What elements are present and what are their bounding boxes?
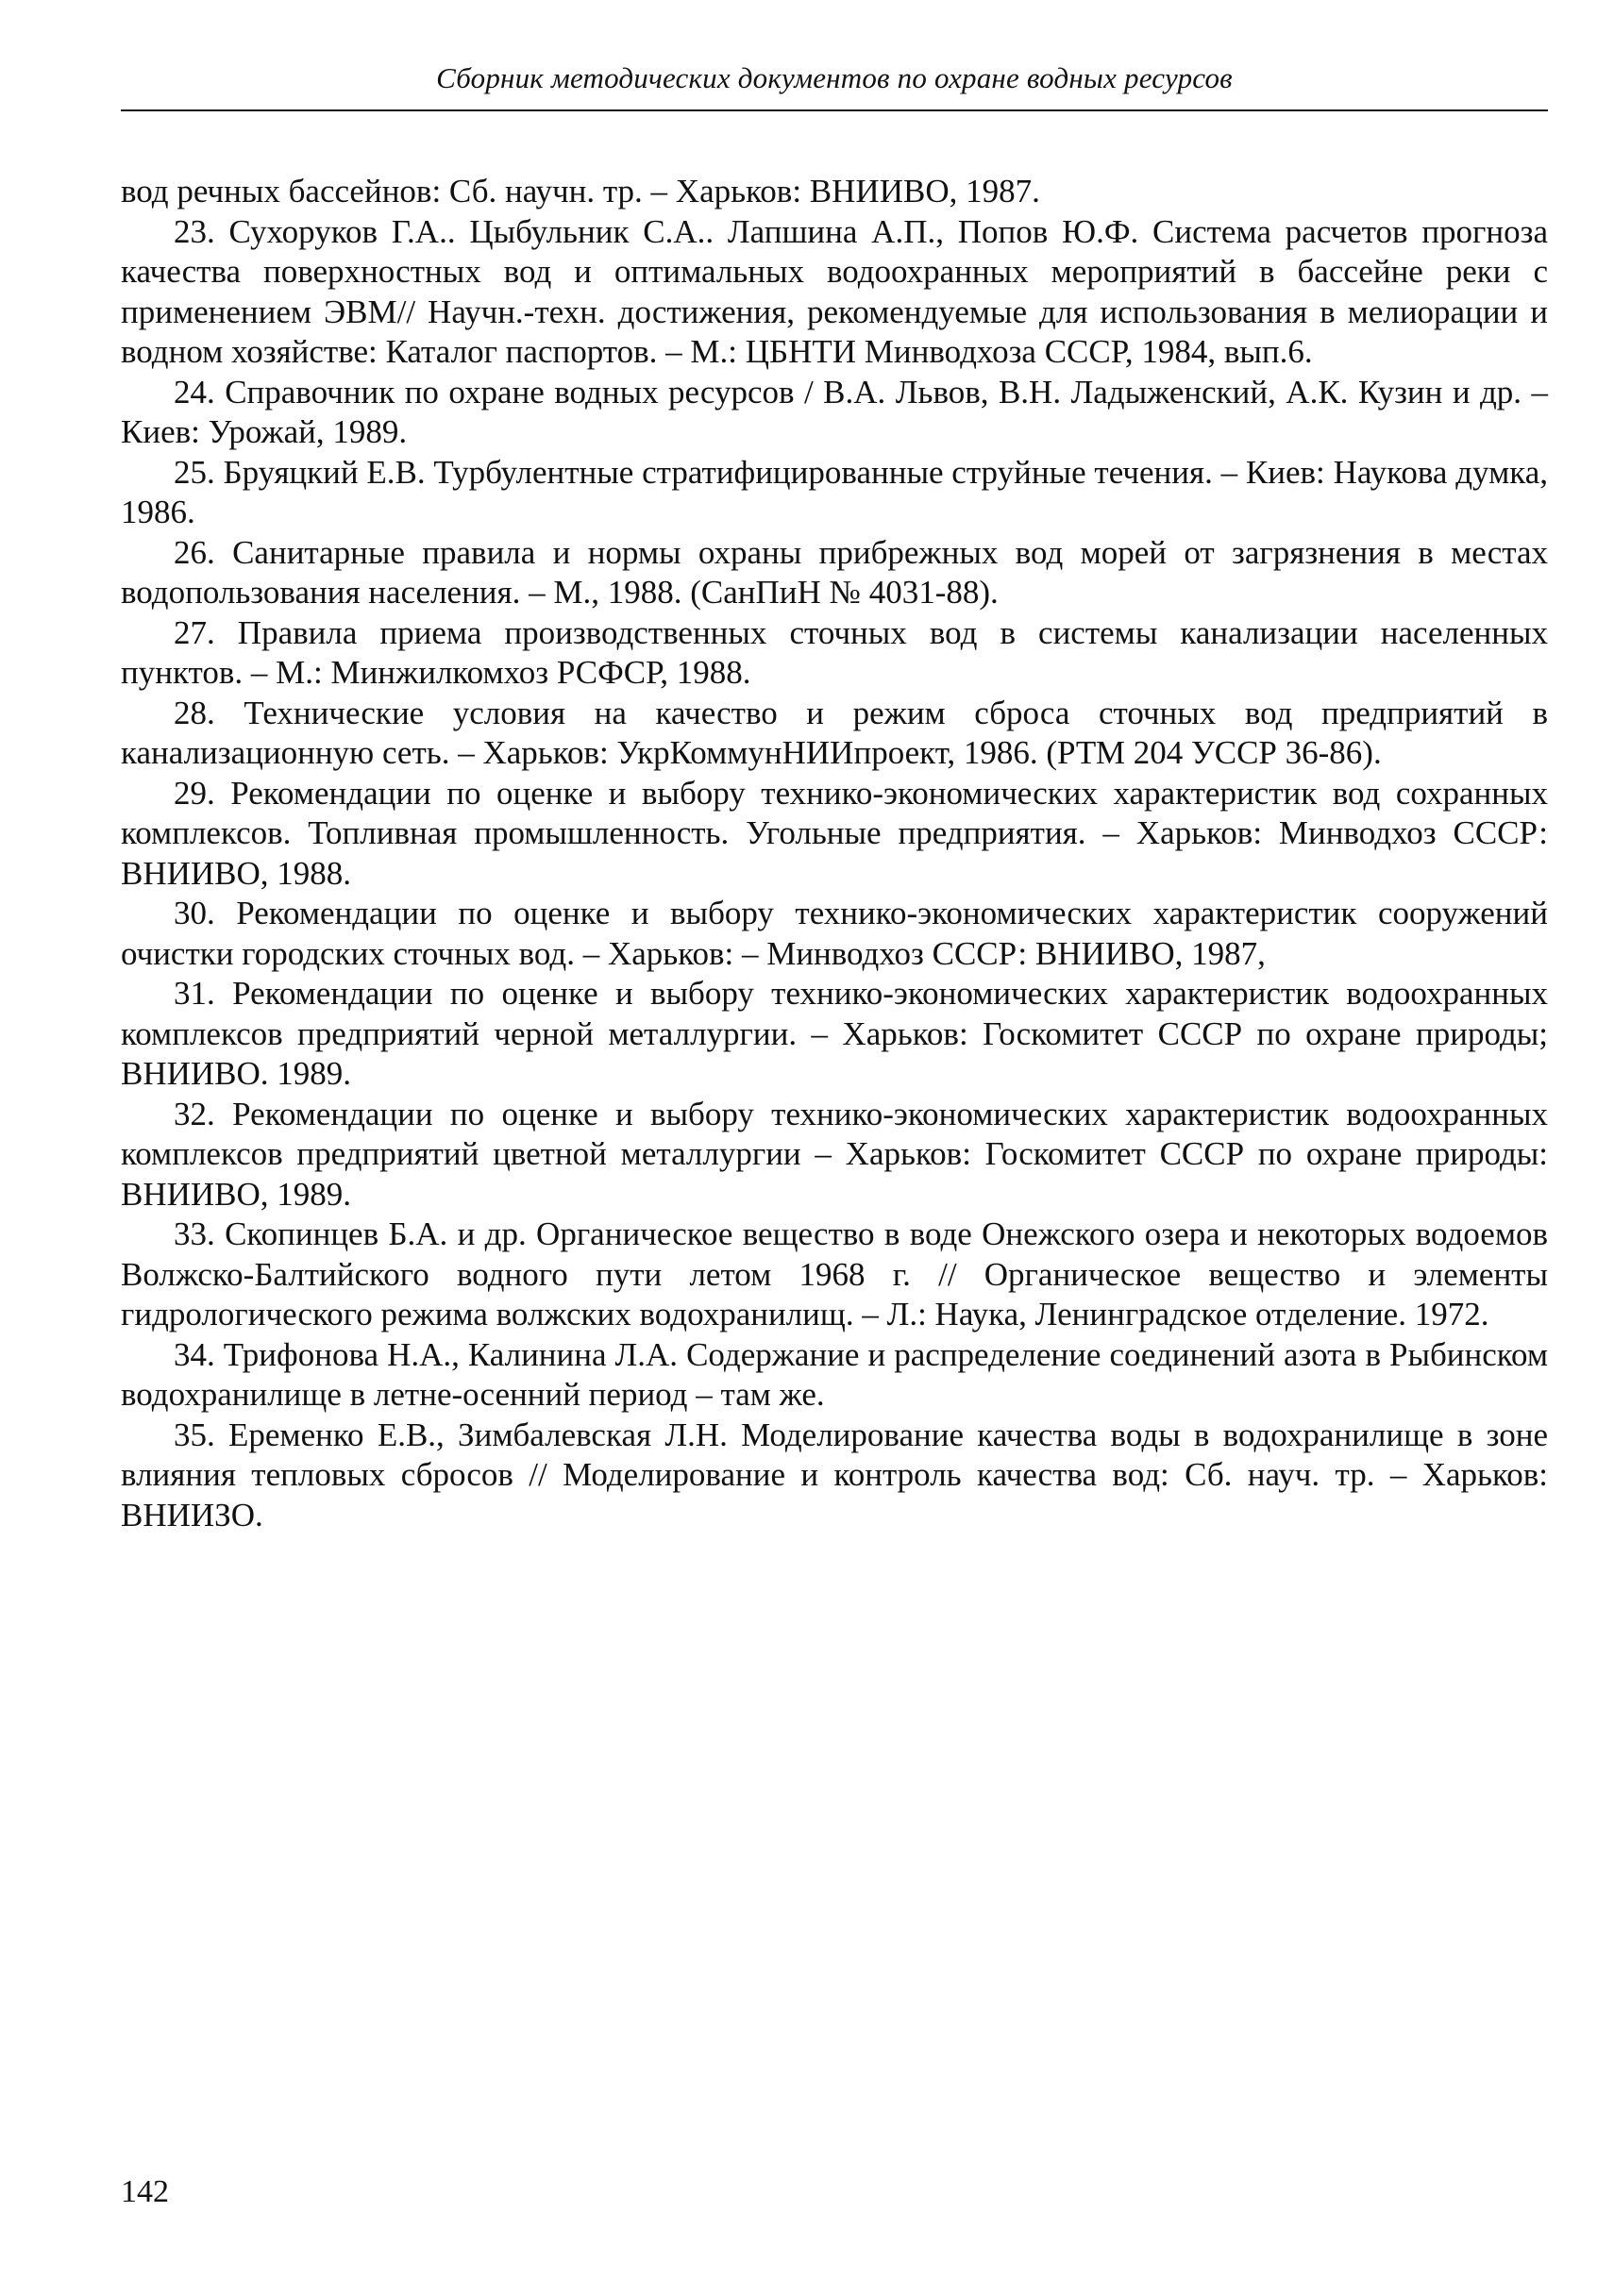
reference-item-33: 33. Скопинцев Б.А. и др. Органическое вещество в воде Онежского озера и некоторых водоемов Волжско-Балтийского водного пути летом 1968 г. // Органическое вещество и элементы гидрологического режима волжских водохранилищ. – Л.: Наука, Ленинградское отделение. 1972. (121, 1215, 1548, 1332)
reference-item-34: 34. Трифонова Н.А., Калинина Л.А. Содержание и распределение соединений азота в Рыбинском водохранилище в летне-осенний период – там же. (121, 1335, 1548, 1413)
reference-item-30: 30. Рекомендации по оценке и выбору технико-экономических характеристик сооружений очистки городских сточных вод. – Харьков: – Минводхоз СССР: ВНИИВО, 1987, (121, 895, 1548, 972)
reference-list (121, 172, 1548, 1535)
reference-item-31: 31. Рекомендации по оценке и выбору технико-экономических характеристик водоохранных комплексов предприятий черной металлургии. – Харьков: Госкомитет СССР по охране природы; ВНИИВО. 1989. (121, 975, 1548, 1092)
page-number: 142 (121, 2174, 169, 2209)
reference-continuation: вод речных бассейнов: Сб. научн. тр. – Харьков: ВНИИВО, 1987. (121, 173, 1040, 209)
reference-item-29: 29. Рекомендации по оценке и выбору технико-экономических характеристик вод сохранных комплексов. Топливная промышленность. Угольные предприятия. – Харьков: Минводхоз СССР: ВНИИВО, 1988. (121, 774, 1548, 892)
header-rule (121, 109, 1548, 111)
reference-item-28: 28. Технические условия на качество и режим сброса сточных вод предприятий в канализационную сеть. – Харьков: УкрКоммунНИИпроект, 1986. (РТМ 204 УССР 36-86). (121, 694, 1548, 771)
reference-item-25: 25. Бруяцкий Е.В. Турбулентные стратифицированные струйные течения. – Киев: Наукова думка, 1986. (121, 453, 1548, 530)
reference-item-27: 27. Правила приема производственных сточных вод в системы канализации населенных пунктов. – М.: Минжилкомхоз РСФСР, 1988. (121, 613, 1548, 691)
reference-item-23: 23. Сухоруков Г.А.. Цыбульник С.А.. Лапшина А.П., Попов Ю.Ф. Система расчетов прогноза качества поверхностных вод и оптимальных водоохранных мероприятий в бассейне реки с применением ЭВМ// Научн.-техн. достижения, рекомендуемые для использования в мелиорации и водном хозяйстве: Каталог паспортов. – М.: ЦБНТИ Минводхоза СССР, 1984, вып.6. (121, 212, 1548, 370)
reference-item-26: 26. Санитарные правила и нормы охраны прибрежных вод морей от загрязнения в местах водопользования населения. – М., 1988. (СанПиН № 4031-88). (121, 533, 1548, 611)
reference-item-32: 32. Рекомендации по оценке и выбору технико-экономических характеристик водоохранных комплексов предприятий цветной металлургии – Харьков: Госкомитет СССР по охране природы: ВНИИВО, 1989. (121, 1095, 1548, 1213)
reference-item-24: 24. Справочник по охране водных ресурсов / В.А. Львов, В.Н. Ладыженский, А.К. Кузин и др. – Киев: Урожай, 1989. (121, 373, 1548, 450)
running-header: Сборник методических документов по охране водных ресурсов (436, 61, 1233, 94)
reference-item-35: 35. Еременко Е.В., Зимбалевская Л.Н. Моделирование качества воды в водохранилище в зоне влияния тепловых сбросов // Моделирование и контроль качества вод: Сб. науч. тр. – Харьков: ВНИИЗО. (121, 1416, 1548, 1533)
